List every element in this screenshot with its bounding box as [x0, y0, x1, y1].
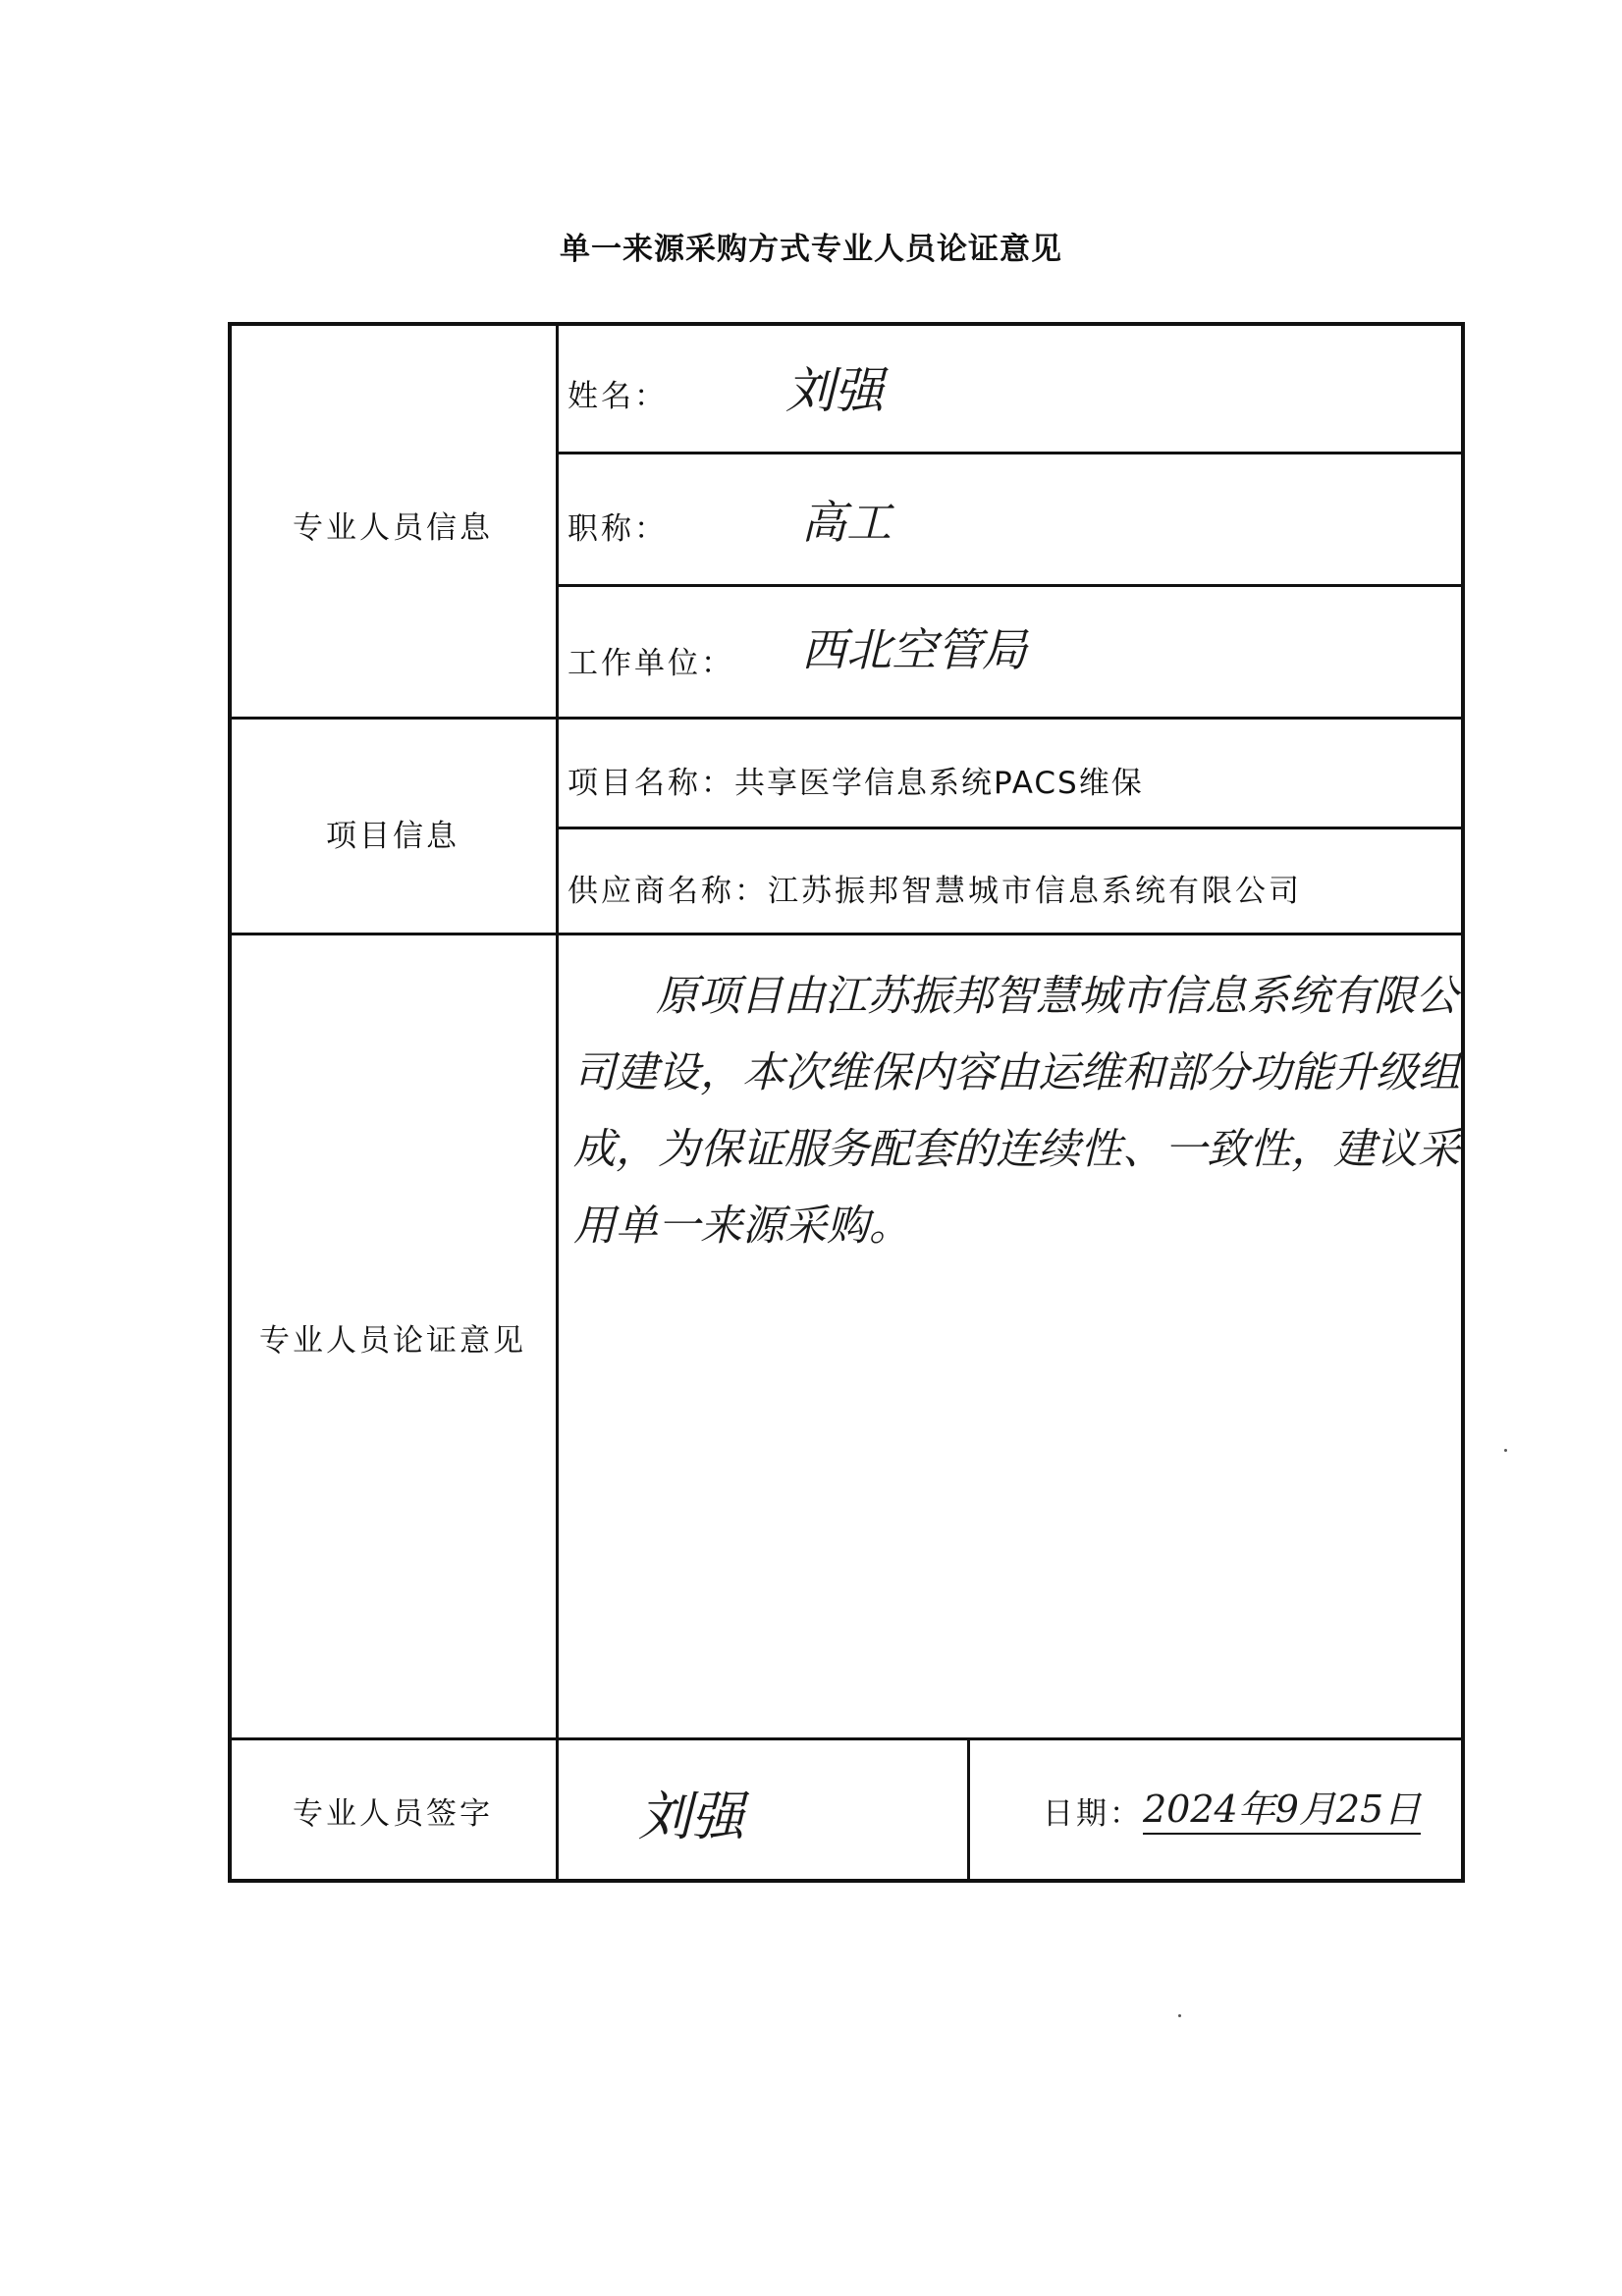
workplace-label: 工作单位：	[568, 646, 734, 681]
scan-speck	[1178, 2014, 1181, 2017]
name-label: 姓名：	[568, 379, 668, 414]
date-label: 日期：	[1043, 1796, 1143, 1832]
row-line-personnel-end	[230, 717, 1461, 720]
project-name-label: 项目名称：	[568, 766, 734, 801]
document-title: 单一来源采购方式专业人员论证意见	[560, 232, 1062, 267]
scan-speck	[1504, 1449, 1507, 1452]
row-line-opinion-end	[230, 1737, 1461, 1740]
opinion-handwritten: 原项目由江苏振邦智慧城市信息系统有限公司建设，本次维保内容由运维和部分功能升级组成，为保证服务配套的连续性、一致性，建议采用单一来源采购。	[573, 972, 1460, 1251]
date-value-handwritten	[1143, 1779, 1421, 1833]
section-label-opinion: 专业人员论证意见	[259, 1323, 526, 1359]
row-line-name	[556, 452, 1461, 454]
name-value-handwritten: 刘强	[785, 362, 884, 419]
supplier-label: 供应商名称：	[568, 874, 768, 909]
section-label-signature: 专业人员签字	[293, 1796, 493, 1832]
project-name-row	[568, 758, 1144, 802]
section-label-personnel: 专业人员信息	[293, 510, 493, 546]
signature-divider	[967, 1737, 970, 1881]
workplace-value-handwritten: 西北空管局	[801, 623, 1027, 676]
date-value: 2024年9月25日	[1143, 1788, 1421, 1835]
row-line-project-name	[556, 827, 1461, 829]
row-line-project-end	[230, 933, 1461, 935]
signature-handwritten: 刘强	[638, 1786, 744, 1847]
supplier-value: 江苏振邦智慧城市信息系统有限公司	[768, 874, 1302, 909]
section-label-project: 项目信息	[326, 819, 460, 854]
column-divider	[556, 324, 559, 1881]
title-value-handwritten: 高工	[801, 496, 892, 549]
project-name-value: 共享医学信息系统PACS维保	[734, 766, 1144, 801]
row-line-title	[556, 584, 1461, 587]
supplier-row	[568, 866, 1302, 910]
title-label: 职称：	[568, 511, 668, 547]
